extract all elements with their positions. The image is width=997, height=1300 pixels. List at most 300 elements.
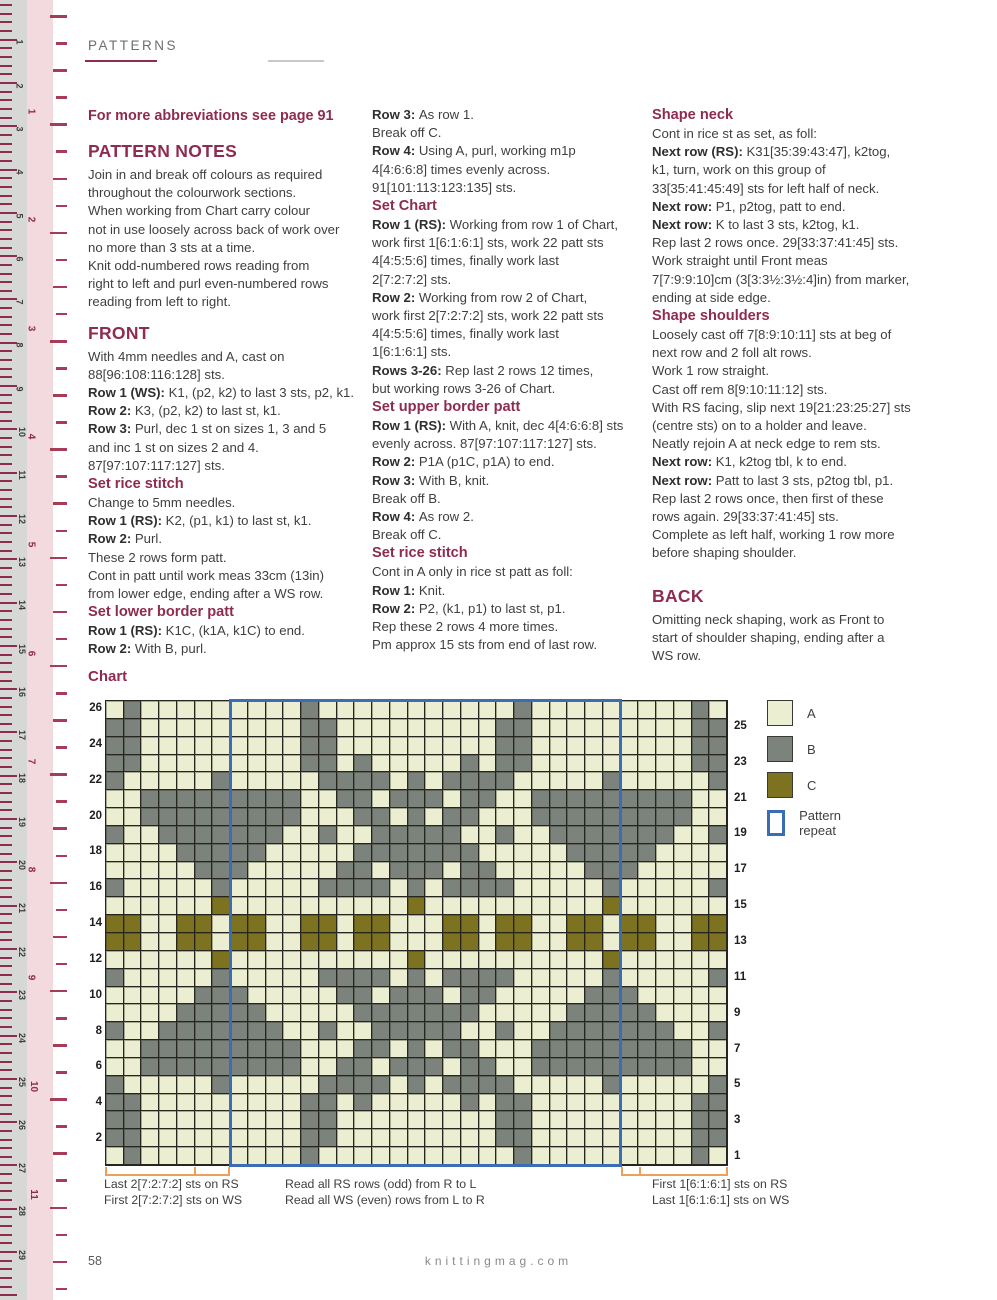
ruler-tick-mm <box>0 1164 17 1166</box>
chart-cell <box>212 826 230 844</box>
chart-cell <box>301 1076 319 1094</box>
chart-cell <box>443 1076 461 1094</box>
ruler-tick-inch <box>50 773 67 776</box>
chart-cell <box>266 844 284 862</box>
chart-cell <box>195 933 213 951</box>
ruler-cm-number: 13 <box>17 556 28 567</box>
chart-cell <box>443 1040 461 1058</box>
chart-cell <box>638 1004 656 1022</box>
chart-cell <box>354 933 372 951</box>
pattern-line: With RS facing, slip next 19[21:23:25:27] sts <box>652 399 911 415</box>
chart-cell <box>514 808 532 826</box>
chart-cell <box>212 737 230 755</box>
chart-cell <box>212 755 230 773</box>
chart-cell <box>656 1022 674 1040</box>
chart-cell <box>301 1094 319 1112</box>
chart-cell <box>638 933 656 951</box>
ruler-tick-inch <box>56 150 67 153</box>
chart-cell <box>141 1022 159 1040</box>
ruler-tick-inch <box>53 69 67 72</box>
chart-cell <box>248 790 266 808</box>
chart-cell <box>479 1076 497 1094</box>
chart-cell <box>496 1094 514 1112</box>
ruler-tick-mm <box>0 654 12 656</box>
chart-cell <box>283 826 301 844</box>
chart-cell <box>283 1040 301 1058</box>
chart-cell <box>709 755 727 773</box>
chart-cell <box>585 1076 603 1094</box>
chart-row-number: 21 <box>734 791 747 804</box>
chart-cell <box>408 755 426 773</box>
chart-cell <box>621 719 639 737</box>
chart-cell <box>425 844 443 862</box>
ruler-tick-inch <box>56 1125 67 1128</box>
ruler-cm-strip <box>0 0 27 1300</box>
chart-cell <box>585 808 603 826</box>
chart-cell <box>141 897 159 915</box>
chart-cell <box>674 737 692 755</box>
ruler-tick-mm <box>0 1225 12 1227</box>
ruler-cm-number: 20 <box>17 859 28 871</box>
ruler-tick-mm <box>0 550 12 552</box>
pattern-line: ending at side edge. <box>652 289 771 305</box>
chart-cell <box>514 1058 532 1076</box>
chart-cell <box>212 933 230 951</box>
chart-cell <box>496 987 514 1005</box>
chart-cell <box>230 1147 248 1165</box>
chart-cell <box>408 826 426 844</box>
chart-cell <box>337 808 355 826</box>
chart-cell <box>656 755 674 773</box>
chart-cell <box>212 1004 230 1022</box>
chart-cell <box>709 701 727 719</box>
chart-cell <box>230 969 248 987</box>
chart-cell <box>106 1040 124 1058</box>
ruler-tick-inch <box>50 557 67 560</box>
chart-cell <box>603 719 621 737</box>
chart-cell <box>621 1004 639 1022</box>
pattern-line: 87[97:107:117:127] sts. <box>88 457 225 473</box>
chart-cell <box>124 790 142 808</box>
chart-cell <box>230 951 248 969</box>
pattern-line: Next row (RS): K31[35:39:43:47], k2tog, <box>652 144 891 160</box>
chart-cell <box>230 897 248 915</box>
chart-cell <box>177 1129 195 1147</box>
chart-cell <box>408 969 426 987</box>
ruler-tick-mm <box>0 835 12 837</box>
ruler-tick-mm <box>0 428 17 430</box>
chart-cell <box>603 1004 621 1022</box>
chart-cell <box>319 844 337 862</box>
ruler-tick-mm <box>0 73 12 75</box>
chart-cell <box>124 844 142 862</box>
chart-cell <box>425 790 443 808</box>
chart-cell <box>301 826 319 844</box>
pattern-line: 4[4:5:5:6] times, finally work last <box>372 253 559 269</box>
chart-cell <box>585 915 603 933</box>
chart-cell <box>585 755 603 773</box>
chart-cell <box>674 1111 692 1129</box>
chart-cell <box>674 719 692 737</box>
chart-cell <box>266 1040 284 1058</box>
chart-cell <box>638 862 656 880</box>
chart-cell <box>443 1058 461 1076</box>
chart-cell <box>656 915 674 933</box>
chart-cell <box>585 772 603 790</box>
chart-cell <box>461 844 479 862</box>
chart-cell <box>532 1022 550 1040</box>
chart-row-number: 8 <box>95 1024 102 1037</box>
chart-cell <box>283 933 301 951</box>
chart-cell <box>496 701 514 719</box>
pattern-line: (centre sts) on to a holder and leave. <box>652 418 867 434</box>
chart-cell <box>106 772 124 790</box>
chart-cell <box>408 915 426 933</box>
chart-cell <box>266 1094 284 1112</box>
section-heading: BACK <box>652 585 704 606</box>
ruler-tick-mm <box>0 47 12 49</box>
chart-cell <box>532 826 550 844</box>
chart-cell <box>159 1129 177 1147</box>
chart-cell <box>283 969 301 987</box>
chart-cell <box>283 755 301 773</box>
chart-cell <box>337 1147 355 1165</box>
chart-cell <box>159 808 177 826</box>
chart-cell <box>159 879 177 897</box>
ruler-tick-mm <box>0 1052 12 1054</box>
pattern-line: 91[101:113:123:135] sts. <box>372 179 517 195</box>
chart-cell <box>283 1004 301 1022</box>
chart-cell <box>692 1147 710 1165</box>
ruler-tick-inch <box>53 1044 67 1047</box>
chart-cell <box>319 915 337 933</box>
chart-cell <box>496 1147 514 1165</box>
pattern-line: Row 3: Purl, dec 1 st on sizes 1, 3 and 5 <box>88 421 327 437</box>
chart-cell <box>603 1076 621 1094</box>
chart-cell <box>248 772 266 790</box>
ruler-tick-mm <box>0 706 12 708</box>
chart-cell <box>656 701 674 719</box>
chart-cell <box>301 1004 319 1022</box>
chart-cell <box>230 1058 248 1076</box>
chart-cell <box>390 951 408 969</box>
ruler-tick-inch <box>50 1207 67 1210</box>
chart-cell <box>674 879 692 897</box>
chart-cell <box>106 951 124 969</box>
chart-cell <box>461 897 479 915</box>
chart-cell <box>230 790 248 808</box>
chart-cell <box>301 790 319 808</box>
chart-cell <box>124 701 142 719</box>
chart-cell <box>709 915 727 933</box>
chart-note-line: First 2[7:2:7:2] sts on WS <box>104 1192 243 1207</box>
chart-cell <box>425 987 443 1005</box>
chart-cell <box>709 844 727 862</box>
chart-cell <box>354 1004 372 1022</box>
pattern-line: Rep last 2 rows once. 29[33:37:41:45] sts. <box>652 235 899 251</box>
ruler-cm-number: 26 <box>17 1119 28 1130</box>
chart-cell <box>692 915 710 933</box>
chart-cell <box>425 933 443 951</box>
chart-cell <box>177 1076 195 1094</box>
chart-cell <box>195 1040 213 1058</box>
chart-cell <box>638 1040 656 1058</box>
chart-cell <box>195 1004 213 1022</box>
chart-cell <box>585 1058 603 1076</box>
chart-cell <box>408 987 426 1005</box>
chart-cell <box>408 1040 426 1058</box>
chart-cell <box>603 933 621 951</box>
pattern-line: Row 1 (WS): K1, (p2, k2) to last 3 sts, p2, k1. <box>88 385 355 401</box>
edge-sts-bracket-right <box>621 1167 728 1176</box>
chart-cell <box>532 969 550 987</box>
chart-cell <box>514 737 532 755</box>
ruler-tick-mm <box>0 1009 12 1011</box>
chart-cell <box>390 862 408 880</box>
chart-cell <box>230 879 248 897</box>
ruler-tick-mm <box>0 1078 17 1080</box>
ruler-tick-mm <box>0 307 12 309</box>
pattern-line: 4[4:6:6:8] times evenly across. <box>372 161 551 177</box>
chart-cell <box>301 808 319 826</box>
chart-cell <box>319 1094 337 1112</box>
ruler-tick-mm <box>0 411 12 413</box>
chart-cell <box>177 897 195 915</box>
chart-cell <box>283 808 301 826</box>
pattern-line: Row 1 (RS): Working from row 1 of Chart, <box>372 217 618 233</box>
chart-cell <box>319 772 337 790</box>
ruler-tick-mm <box>0 1017 12 1019</box>
chart-cell <box>124 915 142 933</box>
chart-cell <box>408 1058 426 1076</box>
chart-cell <box>283 915 301 933</box>
ruler-tick-mm <box>0 160 12 162</box>
ruler-tick-mm <box>0 489 12 491</box>
ruler-tick-mm <box>0 1069 12 1071</box>
chart-cell <box>390 826 408 844</box>
chart-cell <box>124 1094 142 1112</box>
chart-cell <box>177 737 195 755</box>
chart-cell <box>603 772 621 790</box>
chart-note-line: Read all RS rows (odd) from R to L <box>285 1177 477 1191</box>
chart-cell <box>656 1076 674 1094</box>
chart-cell <box>550 719 568 737</box>
chart-cell <box>638 719 656 737</box>
chart-cell <box>638 808 656 826</box>
chart-cell <box>479 808 497 826</box>
chart-cell <box>621 701 639 719</box>
chart-cell <box>195 897 213 915</box>
chart-cell <box>532 915 550 933</box>
chart-cell <box>674 790 692 808</box>
chart-cell <box>301 737 319 755</box>
chart-cell <box>585 790 603 808</box>
chart-cell <box>603 897 621 915</box>
chart-cell <box>248 879 266 897</box>
chart-cell <box>248 951 266 969</box>
ruler-tick-mm <box>0 861 17 863</box>
chart-cell <box>638 1147 656 1165</box>
ruler-tick-inch <box>56 909 67 912</box>
ruler-tick-mm <box>0 801 12 803</box>
chart-cell <box>301 1058 319 1076</box>
chart-cell <box>337 1076 355 1094</box>
chart-cell <box>443 862 461 880</box>
ruler-tick-mm <box>0 1147 12 1149</box>
chart-cell <box>283 1076 301 1094</box>
chart-cell <box>106 1094 124 1112</box>
chart-cell <box>550 1129 568 1147</box>
pattern-line: Rep last 2 rows once, then first of these <box>652 490 884 506</box>
ruler-cm-number: 15 <box>17 643 28 654</box>
ruler-tick-mm <box>0 636 12 638</box>
chart-cell <box>461 933 479 951</box>
chart-cell <box>248 1076 266 1094</box>
ruler-tick-mm <box>0 740 12 742</box>
chart-cell <box>230 1129 248 1147</box>
pattern-line: rows again. 29[33:37:41:45] sts. <box>652 509 839 525</box>
chart-cell <box>585 987 603 1005</box>
chart-cell <box>337 844 355 862</box>
website-url: knittingmag.com <box>424 1254 573 1268</box>
chart-cell <box>141 1147 159 1165</box>
chart-cell <box>692 897 710 915</box>
chart-cell <box>496 951 514 969</box>
chart-cell <box>124 879 142 897</box>
chart-cell <box>496 844 514 862</box>
chart-row-number: 4 <box>95 1096 102 1109</box>
ruler-tick-mm <box>0 602 17 604</box>
chart-cell <box>585 1040 603 1058</box>
chart-cell <box>532 1094 550 1112</box>
chart-cell <box>283 1147 301 1165</box>
chart-cell <box>621 933 639 951</box>
chart-cell <box>266 701 284 719</box>
chart-cell <box>461 808 479 826</box>
chart-cell <box>159 897 177 915</box>
ruler-tick-mm <box>0 143 12 145</box>
chart-cell <box>124 1076 142 1094</box>
ruler-tick-mm <box>0 30 12 32</box>
chart-cell <box>443 755 461 773</box>
ruler-tick-inch <box>56 421 67 424</box>
chart-cell <box>248 844 266 862</box>
chart-cell <box>674 915 692 933</box>
chart-title: Chart <box>88 668 128 685</box>
chart-cell <box>390 969 408 987</box>
chart-cell <box>443 1094 461 1112</box>
ruler-cm-number: 3 <box>14 126 25 132</box>
chart-cell <box>514 915 532 933</box>
chart-cell <box>638 844 656 862</box>
chart-cell <box>106 1076 124 1094</box>
chart-cell <box>638 790 656 808</box>
ruler-tick-inch <box>56 367 67 370</box>
ruler-tick-inch <box>53 178 67 181</box>
chart-cell <box>301 719 319 737</box>
chart-cell <box>354 737 372 755</box>
chart-cell <box>656 1129 674 1147</box>
ruler-tick-mm <box>0 827 12 829</box>
chart-cell <box>692 1058 710 1076</box>
ruler-tick-inch <box>50 448 67 451</box>
ruler-tick-mm <box>0 247 12 249</box>
legend-swatch-c <box>767 772 793 798</box>
chart-cell <box>159 755 177 773</box>
chart-cell <box>319 1129 337 1147</box>
chart-cell <box>603 987 621 1005</box>
chart-cell <box>124 1040 142 1058</box>
chart-cell <box>585 1094 603 1112</box>
chart-cell <box>656 844 674 862</box>
chart-cell <box>337 1022 355 1040</box>
ruler-tick-mm <box>0 896 12 898</box>
chart-cell <box>337 1129 355 1147</box>
chart-cell <box>532 1111 550 1129</box>
chart-cell <box>692 772 710 790</box>
chart-cell <box>337 737 355 755</box>
pattern-line: Row 1 (RS): K1C, (k1A, k1C) to end. <box>88 623 305 639</box>
chart-cell <box>408 1076 426 1094</box>
chart-cell <box>390 915 408 933</box>
chart-cell <box>496 808 514 826</box>
chart-cell <box>532 790 550 808</box>
chart-row-number: 17 <box>734 863 747 876</box>
chart-cell <box>159 1004 177 1022</box>
ruler-tick-mm <box>0 4 12 6</box>
chart-cell <box>319 879 337 897</box>
ruler-tick-mm <box>0 1199 12 1201</box>
ruler-tick-inch <box>56 475 67 478</box>
chart-cell <box>692 1004 710 1022</box>
chart-cell <box>674 844 692 862</box>
chart-cell <box>532 755 550 773</box>
ruler-inch-number: 4 <box>25 433 37 440</box>
chart-cell <box>621 790 639 808</box>
ruler-tick-mm <box>0 394 12 396</box>
chart-cell <box>532 737 550 755</box>
chart-cell <box>319 1022 337 1040</box>
chart-cell <box>230 933 248 951</box>
ruler-cm-number: 14 <box>17 600 28 611</box>
ruler-tick-inch <box>56 855 67 858</box>
chart-cell <box>709 1076 727 1094</box>
ruler-tick-mm <box>0 1035 17 1037</box>
pattern-line: from lower edge, ending after a WS row. <box>88 586 324 602</box>
chart-cell <box>319 1058 337 1076</box>
chart-cell <box>390 1058 408 1076</box>
ruler-tick-mm <box>0 1294 17 1296</box>
ruler-tick-mm <box>0 766 12 768</box>
chart-cell <box>514 772 532 790</box>
chart-cell <box>177 1040 195 1058</box>
ruler-inch-number: 11 <box>27 1189 39 1200</box>
chart-cell <box>479 844 497 862</box>
chart-cell <box>514 755 532 773</box>
ruler-tick-mm <box>0 1190 12 1192</box>
chart-cell <box>230 1040 248 1058</box>
chart-cell <box>141 772 159 790</box>
chart-cell <box>124 969 142 987</box>
chart-cell <box>372 1147 390 1165</box>
chart-cell <box>443 897 461 915</box>
chart-cell <box>212 1111 230 1129</box>
chart-cell <box>674 1022 692 1040</box>
chart-cell <box>567 969 585 987</box>
ruler-tick-mm <box>0 91 12 93</box>
chart-cell <box>443 826 461 844</box>
chart-cell <box>692 1022 710 1040</box>
